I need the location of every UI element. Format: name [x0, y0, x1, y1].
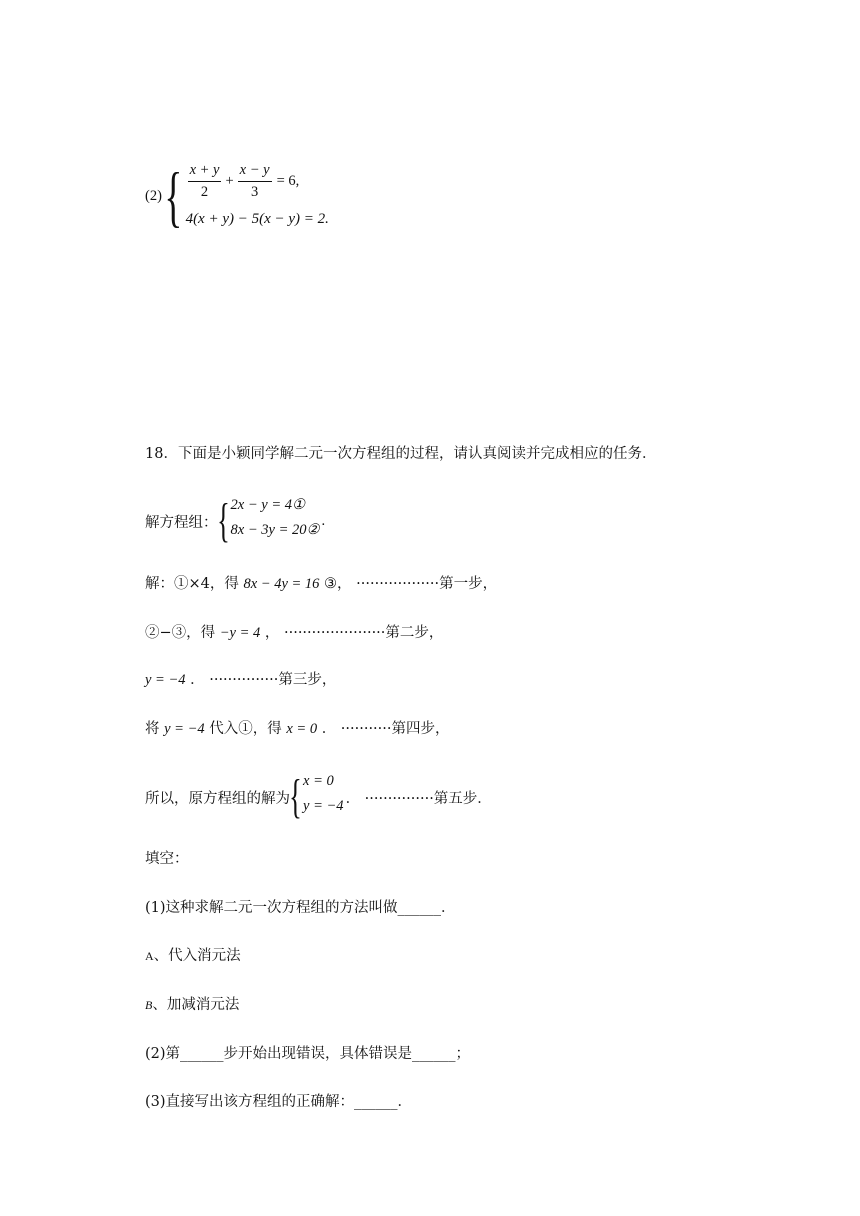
- fraction-2-denominator: 3: [250, 184, 259, 200]
- option-b-text: 、加减消元法: [152, 997, 240, 1013]
- system-end-period: .: [321, 512, 326, 529]
- solution-rows: [303, 773, 344, 815]
- step-1-prefix: 解：①×4，得: [145, 576, 239, 592]
- step-5-suffix: ． ···············第五步．: [345, 790, 492, 807]
- step-4-equation-2: x = 0: [286, 721, 318, 737]
- step-2-equation: −y = 4: [219, 625, 261, 641]
- part-label: (2): [145, 187, 162, 204]
- system-equation-2: 8x − 3y = 20②: [230, 522, 320, 538]
- fraction-1-numerator: x + y: [188, 162, 222, 182]
- left-brace-icon: {: [216, 494, 230, 547]
- step-4-middle: 代入①，得: [209, 721, 282, 737]
- step-5: [145, 770, 492, 823]
- left-brace-icon: {: [289, 770, 302, 823]
- system-label: 解方程组：: [145, 514, 218, 531]
- given-system: [145, 494, 326, 547]
- step-2: [145, 626, 443, 641]
- equation-1-rhs: = 6,: [276, 173, 300, 189]
- fill-in-label: 填空：: [145, 851, 189, 867]
- fraction-1-denominator: 2: [200, 184, 209, 200]
- step-4: [145, 722, 450, 737]
- solution-y: y = −4: [303, 798, 344, 814]
- step-4-suffix: ． ···········第四步，: [321, 721, 450, 737]
- plus-sign: +: [225, 173, 234, 189]
- equation-1: [186, 162, 329, 201]
- system-equation-1: 2x − y = 4①: [230, 497, 305, 513]
- step-2-suffix: ， ······················第二步，: [264, 625, 444, 641]
- fraction-2-numerator: x − y: [238, 162, 272, 182]
- problem17-part2-system: [145, 158, 329, 234]
- left-brace-icon: {: [164, 158, 183, 234]
- problem-number: 18．: [145, 446, 178, 462]
- question-2: (2)第______步开始出现错误，具体错误是______；: [145, 1046, 471, 1062]
- option-a-text: 、代入消元法: [153, 948, 241, 964]
- problem-statement: 下面是小颖同学解二元一次方程组的过程，请认真阅读并完成相应的任务．: [177, 446, 657, 462]
- equation-2: 4(x + y) − 5(x − y) = 2.: [185, 211, 329, 227]
- step-1-suffix: ③， ··················第一步，: [324, 576, 498, 592]
- option-b: [145, 998, 239, 1013]
- fraction-2: [238, 162, 272, 201]
- option-a-letter: A: [145, 949, 154, 963]
- step-3: [145, 673, 336, 688]
- option-a: [145, 949, 241, 964]
- step-2-prefix: ②−③，得: [145, 625, 216, 641]
- step-4-equation-1: y = −4: [164, 721, 205, 737]
- step-5-prefix: 所以，原方程组的解为: [145, 790, 290, 807]
- step-4-prefix: 将: [145, 721, 160, 737]
- question-1: (1)这种求解二元一次方程组的方法叫做______．: [145, 900, 456, 916]
- option-b-letter: B: [145, 998, 153, 1012]
- step-3-equation: y = −4: [145, 672, 186, 688]
- fraction-1: [188, 162, 222, 201]
- solution-x: x = 0: [303, 773, 334, 789]
- equation-rows: [186, 162, 329, 228]
- step-1-equation: 8x − 4y = 16: [243, 576, 320, 592]
- question-3: (3)直接写出该方程组的正确解：______．: [145, 1094, 413, 1110]
- step-3-suffix: ． ···············第三步，: [190, 672, 337, 688]
- problem18-prompt: [145, 447, 656, 462]
- step-1: [145, 577, 497, 592]
- system-rows: [231, 497, 320, 539]
